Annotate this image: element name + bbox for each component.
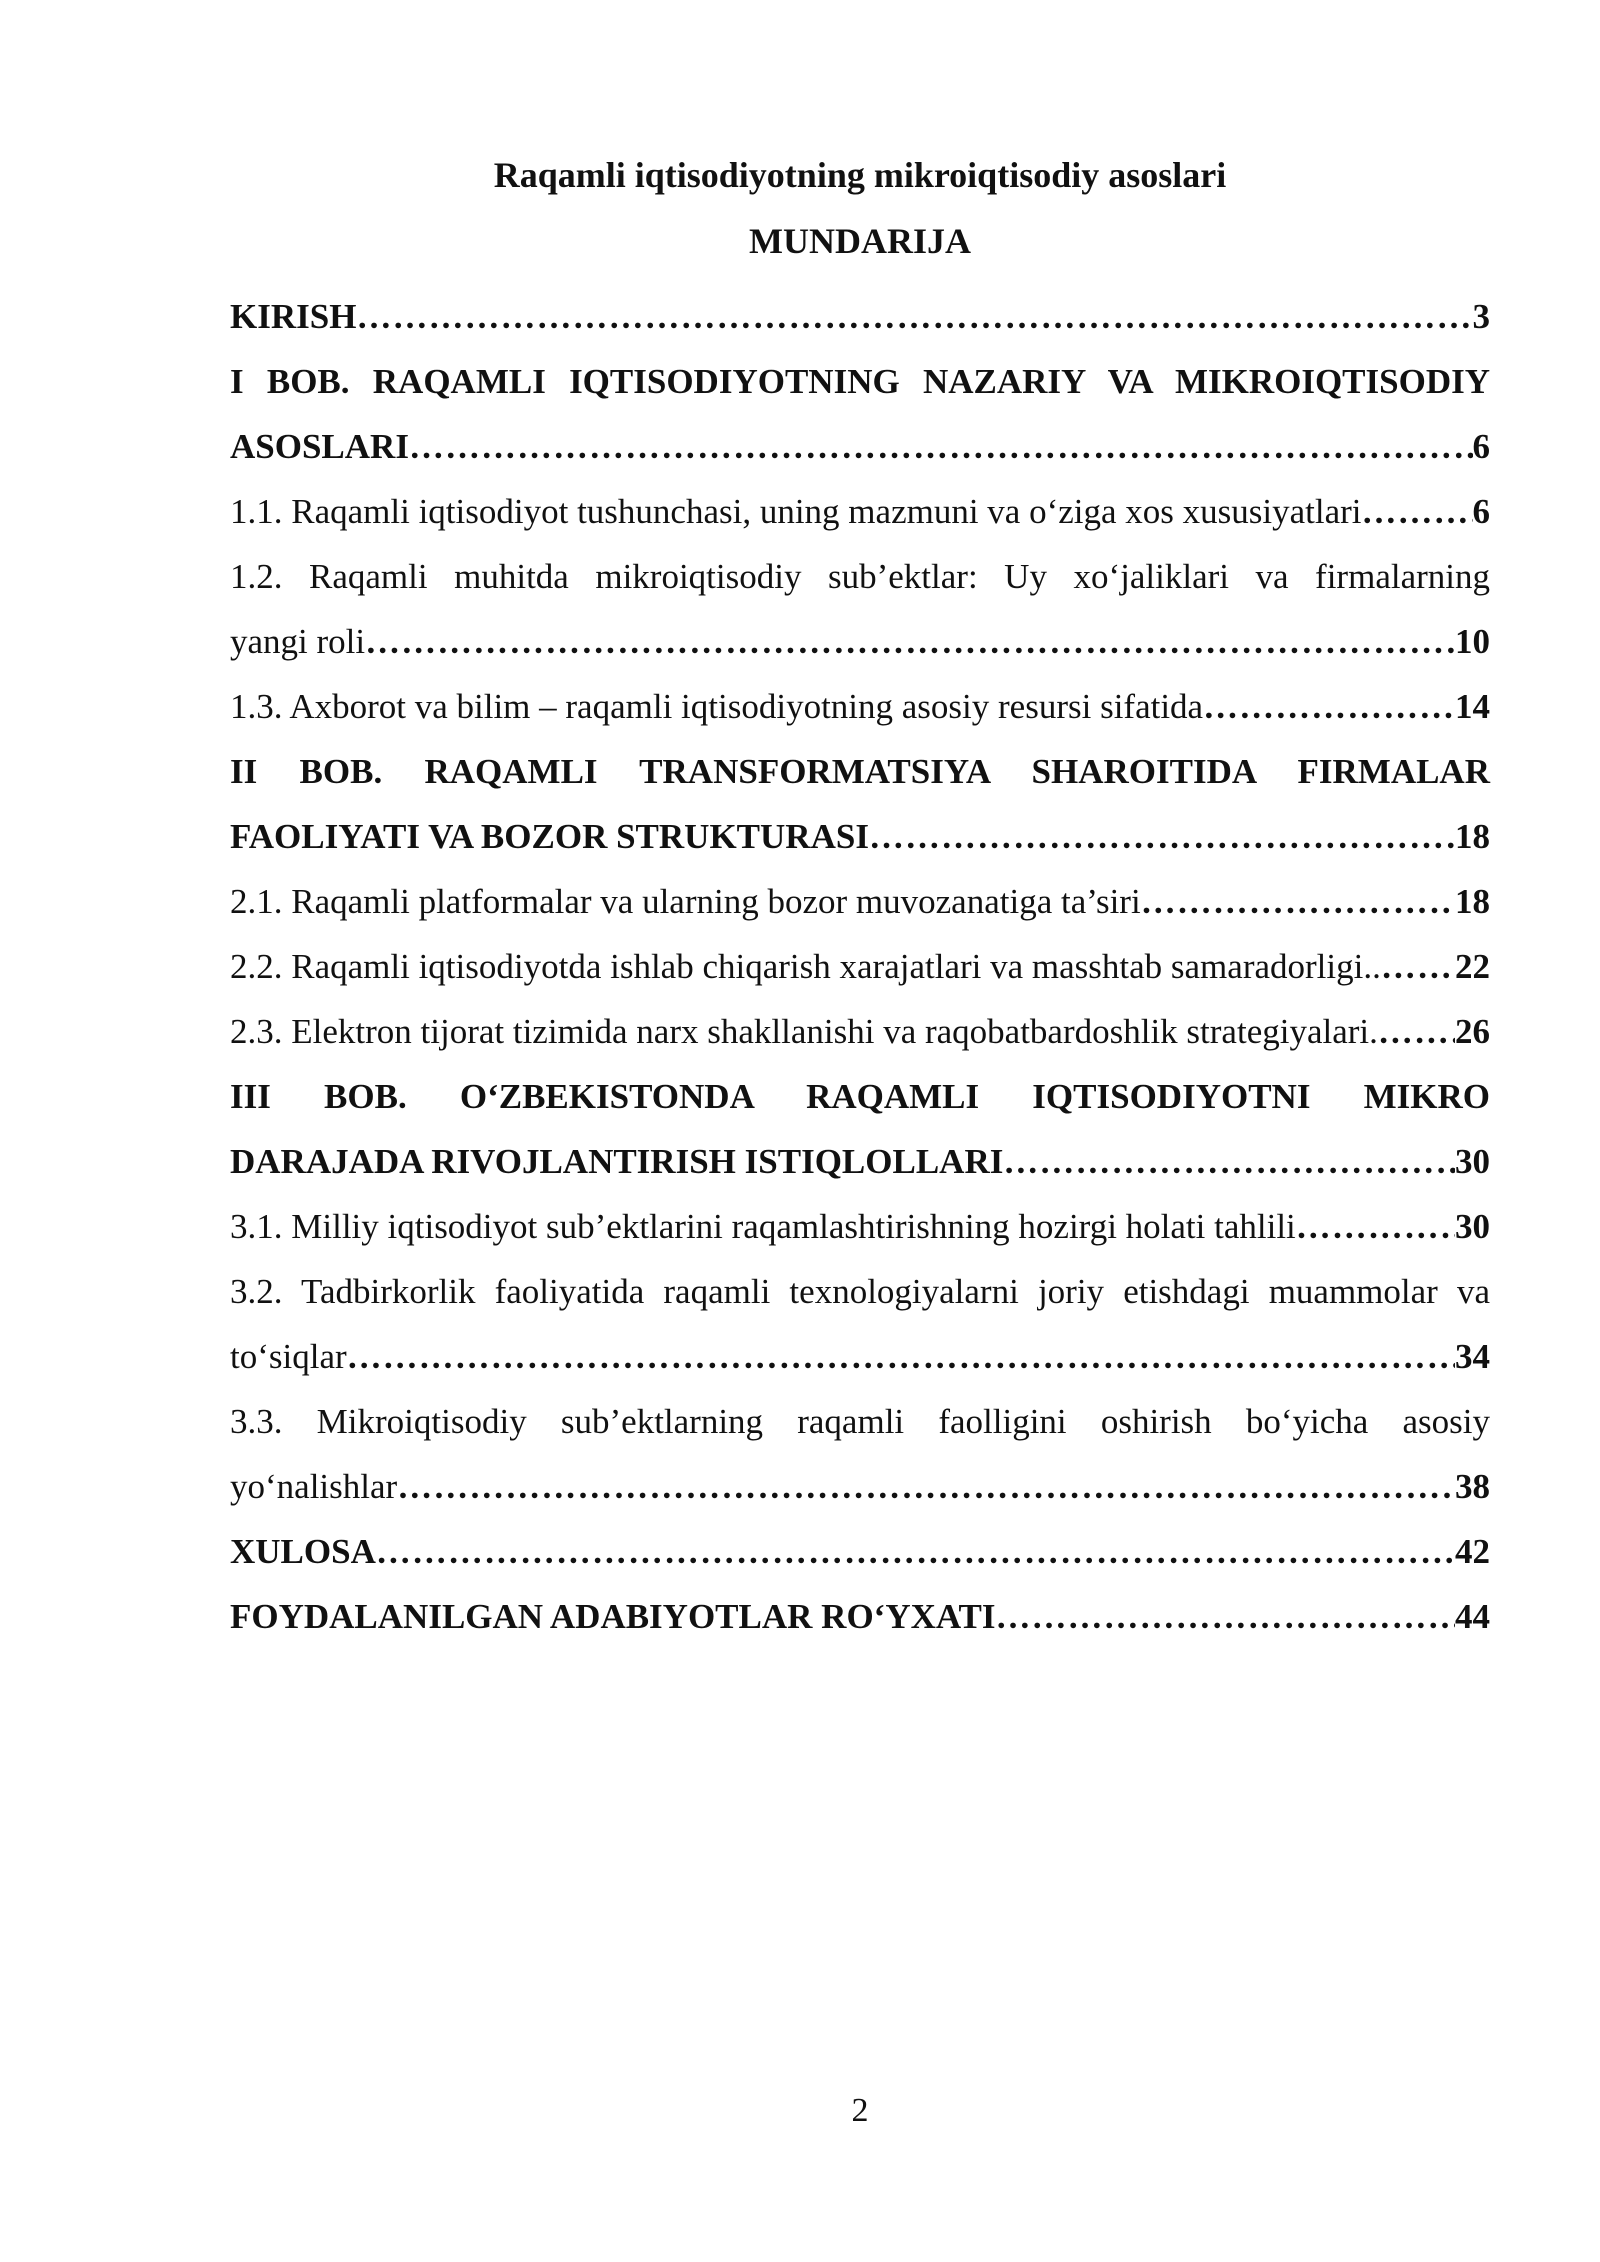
toc-entry-title: 3.3. Mikroiqtisodiy sub’ektlarning raqamli faolligini oshirish bo‘yicha asosiy [230, 1402, 1490, 1441]
toc-page-number: 10 [1455, 622, 1490, 661]
toc-entry-title: 3.1. Milliy iqtisodiyot sub’ektlarini raqamlashtirishning hozirgi holati tahlili [230, 1207, 1296, 1246]
table-of-contents [230, 284, 1490, 1649]
toc-entry-title: 1.3. Axborot va bilim – raqamli iqtisodiyotning asosiy resursi sifatida [230, 687, 1204, 726]
toc-entry [230, 1454, 1490, 1519]
toc-entry-wrapped-line [230, 349, 1490, 414]
toc-dot-leader [1381, 934, 1455, 999]
toc-dot-leader [376, 1519, 1455, 1584]
toc-entry-title: yangi roli [230, 622, 366, 661]
toc-page-number: 6 [1472, 492, 1490, 531]
toc-entry [230, 999, 1490, 1064]
toc-entry-wrapped-line [230, 1064, 1490, 1129]
toc-entry [230, 804, 1490, 869]
toc-page-number: 26 [1455, 1012, 1490, 1051]
toc-entry [230, 869, 1490, 934]
toc-entry-title: yo‘nalishlar [230, 1467, 398, 1506]
toc-entry-wrapped-line [230, 1389, 1490, 1454]
toc-dot-leader [1296, 1194, 1455, 1259]
toc-dot-leader [1141, 869, 1455, 934]
toc-page-number: 6 [1472, 427, 1490, 466]
toc-entry-title: to‘siqlar [230, 1337, 347, 1376]
toc-entry [230, 414, 1490, 479]
toc-page-number: 22 [1455, 947, 1490, 986]
toc-page-number: 14 [1455, 687, 1490, 726]
toc-entry-wrapped-line [230, 1259, 1490, 1324]
toc-entry [230, 934, 1490, 999]
toc-dot-leader [347, 1324, 1455, 1389]
toc-page-number: 42 [1455, 1532, 1490, 1571]
toc-entry-title: I BOB. RAQAMLI IQTISODIYOTNING NAZARIY VA MIKROIQTISODIY [230, 362, 1490, 401]
toc-page-number: 30 [1455, 1142, 1490, 1181]
page-number: 2 [851, 2092, 869, 2129]
toc-dot-leader [409, 414, 1473, 479]
toc-entry-title: DARAJADA RIVOJLANTIRISH ISTIQLOLLARI [230, 1142, 1004, 1181]
toc-entry [230, 674, 1490, 739]
toc-entry-title: 1.1. Raqamli iqtisodiyot tushunchasi, uning mazmuni va o‘ziga xos xususiyatlari [230, 492, 1362, 531]
toc-dot-leader [1203, 674, 1455, 739]
toc-entry [230, 1324, 1490, 1389]
toc-entry [230, 479, 1490, 544]
toc-page-number: 30 [1455, 1207, 1490, 1246]
toc-page-number: 18 [1455, 882, 1490, 921]
toc-entry-title: XULOSA [230, 1532, 376, 1571]
toc-dot-leader [1003, 1129, 1455, 1194]
toc-dot-leader [356, 284, 1472, 349]
toc-dot-leader [869, 804, 1455, 869]
toc-entry-title: FAOLIYATI VA BOZOR STRUKTURASI [230, 817, 869, 856]
toc-entry-title: FOYDALANILGAN ADABIYOTLAR RO‘YXATI [230, 1597, 996, 1636]
toc-dot-leader [1362, 479, 1473, 544]
toc-entry-title: KIRISH [230, 297, 357, 336]
toc-dot-leader [365, 609, 1455, 674]
toc-entry [230, 609, 1490, 674]
toc-dot-leader [397, 1454, 1455, 1519]
toc-heading: MUNDARIJA [749, 221, 971, 261]
toc-entry-title: 3.2. Tadbirkorlik faoliyatida raqamli texnologiyalarni joriy etishdagi muammolar va [230, 1272, 1490, 1311]
toc-entry-title: 2.2. Raqamli iqtisodiyotda ishlab chiqarish xarajatlari va masshtab samaradorligi.. [230, 947, 1381, 986]
toc-entry [230, 1194, 1490, 1259]
toc-page-number: 3 [1472, 297, 1490, 336]
toc-entry-title: 2.1. Raqamli platformalar va ularning bozor muvozanatiga ta’siri [230, 882, 1141, 921]
toc-entry-wrapped-line [230, 739, 1490, 804]
toc-entry-title: 1.2. Raqamli muhitda mikroiqtisodiy sub’ektlar: Uy xo‘jaliklari va firmalarning [230, 557, 1490, 596]
toc-dot-leader [1378, 999, 1455, 1064]
toc-entry-title: II BOB. RAQAMLI TRANSFORMATSIYA SHAROITIDA FIRMALAR [230, 752, 1490, 791]
toc-entry-wrapped-line [230, 544, 1490, 609]
toc-entry-title: 2.3. Elektron tijorat tizimida narx shakllanishi va raqobatbardoshlik strategiyalari. [230, 1012, 1378, 1051]
toc-page-number: 34 [1455, 1337, 1490, 1376]
toc-entry [230, 1584, 1490, 1649]
toc-page-number: 38 [1455, 1467, 1490, 1506]
toc-entry [230, 284, 1490, 349]
toc-page-number: 18 [1455, 817, 1490, 856]
toc-entry [230, 1519, 1490, 1584]
toc-entry-title: ASOSLARI [230, 427, 409, 466]
toc-entry-title: III BOB. O‘ZBEKISTONDA RAQAMLI IQTISODIYOTNI MIKRO [230, 1077, 1490, 1116]
document-title: Raqamli iqtisodiyotning mikroiqtisodiy asoslari [493, 155, 1227, 195]
toc-dot-leader [996, 1584, 1455, 1649]
toc-entry [230, 1129, 1490, 1194]
toc-page-number: 44 [1455, 1597, 1490, 1636]
